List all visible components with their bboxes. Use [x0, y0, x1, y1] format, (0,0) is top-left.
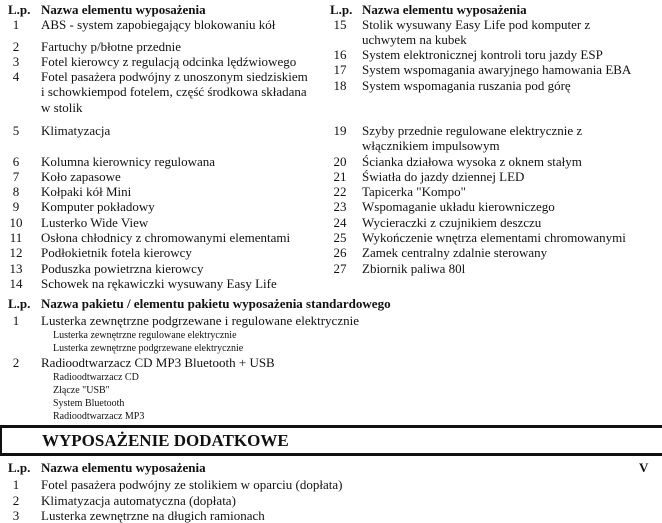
section-title: WYPOSAŻENIE DODATKOWE [42, 431, 289, 450]
item-name: Kolumna kierownicy regulowana [41, 154, 216, 169]
package-name: Lusterka zewnętrzne podgrzewane i regulowane elektrycznie [41, 313, 359, 328]
item-name: Wykończenie wnętrza elementami chromowanymi [362, 230, 626, 245]
item-name: Lusterko Wide View [41, 215, 149, 230]
item-name: uchwytem na kubek [362, 32, 467, 48]
package-subitem: Radioodtwarzacz CD [53, 372, 139, 383]
package-lp-header: L.p. [8, 296, 31, 311]
additional-number: 2 [12, 493, 20, 508]
package-subitem: Radioodtwarzacz MP3 [53, 411, 145, 422]
item-name: Wspomaganie układu kierowniczego [362, 199, 555, 214]
item-number: 11 [9, 230, 23, 245]
item-number: 12 [9, 245, 23, 260]
package-subitem: Lusterka zewnętrzne podgrzewane elektrycznie [53, 343, 244, 354]
item-number: 23 [333, 199, 347, 214]
item-number: 27 [333, 261, 347, 276]
item-name: Osłona chłodnicy z chromowanymi elementami [41, 230, 291, 245]
item-name: Szyby przednie regulowane elektrycznie z [362, 123, 583, 138]
item-name: Wycieraczki z czujnikiem deszczu [362, 215, 542, 230]
package-subitem: System Bluetooth [53, 398, 125, 409]
package-number: 2 [12, 355, 20, 370]
additional-number: 1 [12, 477, 20, 492]
item-name: Koło zapasowe [41, 169, 121, 184]
package-subitem: Lusterka zewnętrzne regulowane elektrycznie [53, 330, 237, 341]
item-number: 7 [12, 169, 20, 184]
additional-lp-header: L.p. [8, 460, 31, 475]
lp-header-right: L.p. [330, 2, 353, 17]
item-number: 3 [12, 54, 20, 69]
name-header-right: Nazwa elementu wyposażenia [362, 2, 527, 17]
item-name: Schowek na rękawiczki wysuwany Easy Life [41, 276, 277, 291]
item-name: Zamek centralny zdalnie sterowany [362, 245, 548, 260]
item-name: Tapicerka "Kompo" [362, 184, 466, 199]
name-header: Nazwa elementu wyposażenia [41, 2, 206, 17]
item-number: 22 [333, 184, 347, 199]
item-name: Zbiornik paliwa 80l [362, 261, 466, 276]
item-number: 24 [333, 215, 347, 230]
item-name: Fotel kierowcy z regulacją odcinka lędźwiowego [41, 54, 297, 69]
item-number: 4 [12, 69, 20, 84]
item-name: Stolik wysuwany Easy Life pod komputer z [362, 17, 591, 32]
item-number: 10 [9, 215, 23, 230]
item-name: Podłokietnik fotela kierowcy [41, 245, 192, 260]
item-number: 2 [12, 39, 20, 54]
item-name: Ścianka działowa wysoka z oknem stałym [362, 154, 582, 169]
item-name: Światła do jazdy dziennej LED [362, 169, 525, 184]
item-number: 25 [333, 230, 347, 245]
item-number: 13 [9, 261, 23, 276]
item-number: 6 [12, 154, 20, 169]
item-number: 5 [12, 123, 20, 138]
item-number: 15 [333, 17, 347, 32]
item-name: w stolik [41, 99, 83, 115]
item-number: 14 [9, 276, 23, 291]
additional-item-name: Lusterka zewnętrzne na długich ramionach [41, 508, 265, 523]
additional-item-name: Klimatyzacja automatyczna (dopłata) [41, 493, 236, 508]
section-header-box [0, 425, 662, 456]
item-name: Klimatyzacja [41, 123, 111, 138]
item-number: 19 [333, 123, 347, 138]
item-number: 18 [333, 78, 347, 93]
item-name: włącznikiem impulsowym [362, 138, 500, 154]
package-name-header: Nazwa pakietu / elementu pakietu wyposażenia standardowego [41, 296, 391, 311]
item-name: ABS - system zapobiegający blokowaniu kół [41, 17, 276, 32]
item-number: 17 [333, 62, 347, 77]
item-name: Poduszka powietrzna kierowcy [41, 261, 204, 276]
item-name: i schowkiempod fotelem, część środkowa składana [41, 84, 307, 100]
additional-right-header: V [639, 460, 649, 475]
item-number: 21 [333, 169, 347, 184]
item-number: 1 [12, 17, 20, 32]
lp-header: L.p. [8, 2, 31, 17]
item-number: 26 [333, 245, 347, 260]
package-number: 1 [12, 313, 20, 328]
additional-item-name: Fotel pasażera podwójny ze stolikiem w oparciu (dopłata) [41, 477, 343, 492]
additional-number: 3 [12, 508, 20, 523]
item-number: 9 [12, 199, 20, 214]
item-name: Fotel pasażera podwójny z unoszonym siedziskiem [41, 69, 308, 84]
package-name: Radioodtwarzacz CD MP3 Bluetooth + USB [41, 355, 275, 370]
item-number: 8 [12, 184, 20, 199]
item-name: System wspomagania awaryjnego hamowania EBA [362, 62, 632, 77]
item-name: Fartuchy p/błotne przednie [41, 39, 182, 54]
item-name: System wspomagania ruszania pod górę [362, 78, 571, 93]
item-name: System elektronicznej kontroli toru jazdy ESP [362, 47, 603, 62]
item-number: 16 [333, 47, 347, 62]
item-number: 20 [333, 154, 347, 169]
additional-name-header: Nazwa elementu wyposażenia [41, 460, 206, 475]
package-subitem: Złącze "USB" [53, 385, 110, 396]
item-name: Kołpaki kół Mini [41, 184, 132, 199]
item-name: Komputer pokładowy [41, 199, 155, 214]
